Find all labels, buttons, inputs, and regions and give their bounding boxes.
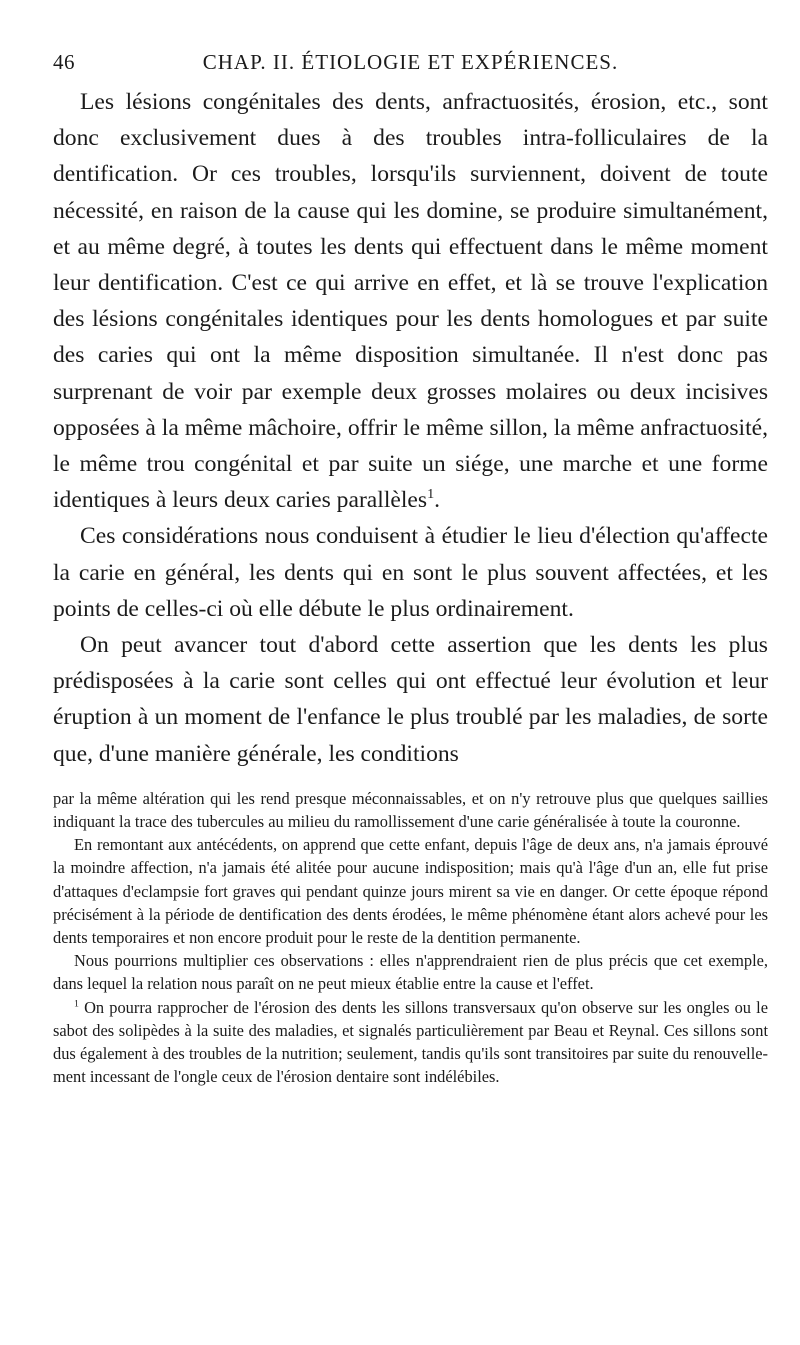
paragraph-considerations: Ces considérations nous conduisent à étudier le lieu d'élection qu'affecte la carie en général, les dents qui en sont le plus souvent affectées, et les points de celles-ci où elle débute le plus ordinairement.: [53, 523, 768, 622]
footnote-1-marker: 1: [74, 998, 79, 1010]
footnote-antecedents: En remontant aux antécédents, on apprend que cette enfant, depuis l'âge de deux ans, n'a jamais éprouvé la moindre affection, n'a jamais été alitée pour aucune indisposition; mais qu'à l'âge d'un an, elle fut prise d'attaques d'eclampsie fort graves qui pendant quinze jours mirent sa vie en danger. Or cette époque répond précisément à la période de dentification des dents érodées, le même phénomène étant alors achevé pour les dents temporaires et non encore produit pour le reste de la dentition permanente.: [53, 835, 768, 948]
footnote-observations: Nous pourrions multiplier ces observations : elles n'apprendraient rien de plus précis que cet exemple, dans lequel la relation nous paraît on ne peut mieux établie entre la cause et l'effet.: [53, 951, 768, 994]
paragraph-lesions-text: Les lésions congénitales des dents, anfractuosités, érosion, etc., sont donc exclusivement dues à des troubles intra-folliculaires de la dentification. Or ces troubles, lorsqu'ils surviennent, doivent de toute nécessité, en raison de la cause qui les domine, se produire simultanément, et au même degré, à toutes les dents qui effectuent dans le même moment leur dentification. C'est ce qui arrive en effet, et là se trouve l'explication des lésions congénitales identiques pour les dents homologues et par suite des caries qui ont la même disposition simultanée. Il n'est donc pas surprenant de voir par exemple deux grosses molaires ou deux incisives opposées à la même mâchoire, offrir le même sillon, la même anfractuosité, le même trou congénital et par suite un siége, une marche et une forme identiques à leurs deux caries parallèles: [53, 89, 768, 514]
footnotes: [53, 787, 768, 1089]
paragraph-assertion: On peut avancer tout d'abord cette assertion que les dents les plus prédisposées à la carie sont celles qui ont effectué leur évolution et leur éruption à un moment de l'enfance le plus troublé par les maladies, de sorte que, d'une manière générale, les conditions: [53, 632, 768, 767]
paragraph-lesions: [53, 84, 768, 518]
footnote-1-text: On pourra rapprocher de l'érosion des dents les sillons transversaux qu'on observe sur les ongles ou le sabot des solipèdes à la suite des maladies, et signalés particulièrement par Beau et Reynal. Ces sillons sont dus également à des troubles de la nutrition; seulement, tandis qu'ils sont transitoires par suite du renouvellement incessant de l'ongle ceux de l'érosion dentaire sont indélébiles.: [53, 997, 768, 1087]
footnote-1: [53, 996, 768, 1089]
running-header: [53, 46, 768, 80]
running-title: CHAP. II. ÉTIOLOGIE ET EXPÉRIENCES.: [202, 50, 619, 74]
footnote-continuation: par la même altération qui les rend presque méconnaissables, et on n'y retrouve plus que quelques saillies indiquant la trace des tubercules au milieu du ramollissement d'une carie généralisée à toute la couronne.: [53, 788, 768, 832]
main-text: [53, 84, 768, 772]
book-page: [53, 46, 768, 1089]
footnote-reference: 1: [427, 486, 435, 503]
page-number: 46: [53, 50, 75, 74]
paragraph-lesions-end: .: [434, 487, 441, 514]
